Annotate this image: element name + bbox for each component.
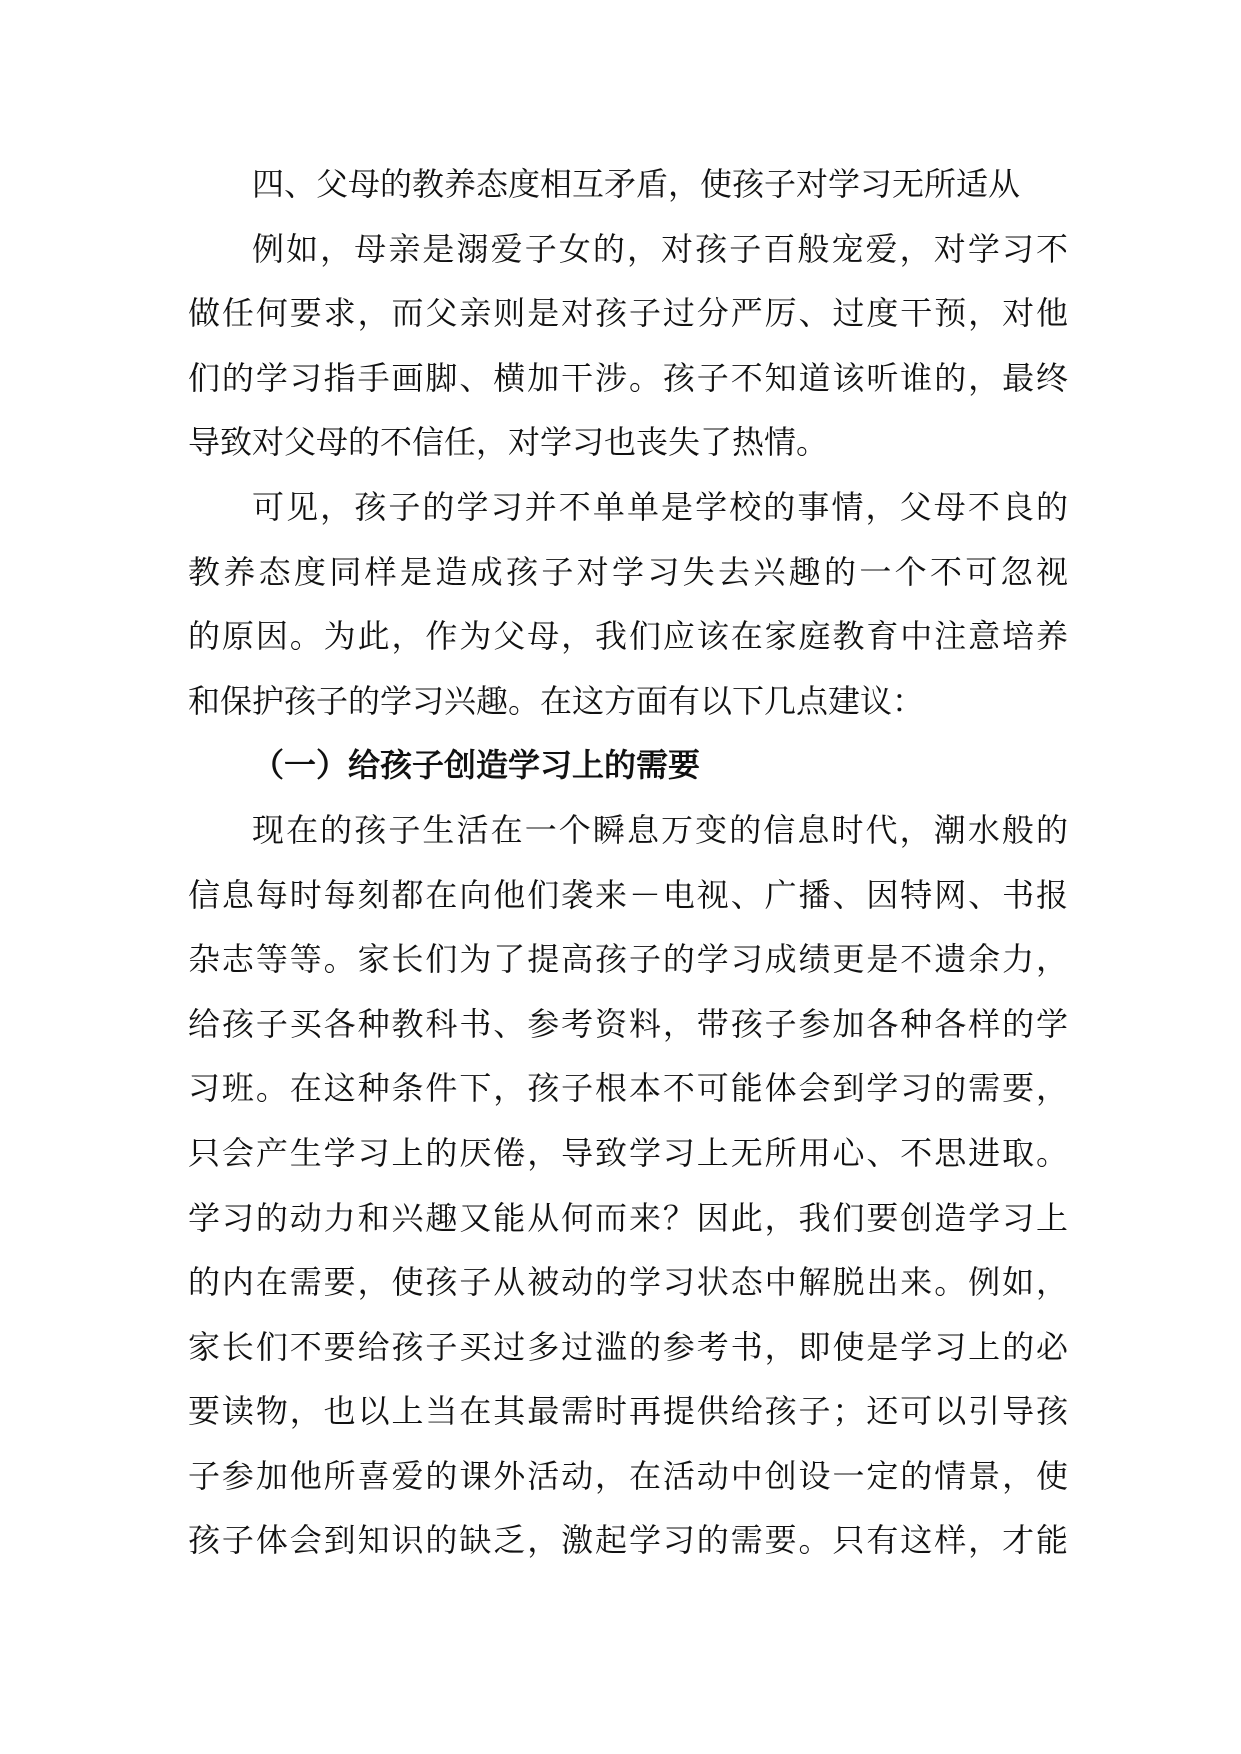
paragraph-1-line-4: 导致对父母的不信任，对学习也丧失了热情。 (188, 423, 829, 462)
paragraph-3-line-4: 给孩子买各种教科书、参考资料，带孩子参加各种各样的学 (188, 1004, 1068, 1043)
paragraph-3-line-12: 孩子体会到知识的缺乏，激起学习的需要。只有这样，才能 (188, 1521, 1068, 1560)
paragraph-3-line-11: 子参加他所喜爱的课外活动，在活动中创设一定的情景，使 (188, 1456, 1068, 1495)
paragraph-2-line-3: 的原因。为此，作为父母，我们应该在家庭教育中注意培养 (188, 617, 1068, 656)
paragraph-3-line-2: 信息每时每刻都在向他们袭来－电视、广播、因特网、书报 (188, 875, 1068, 914)
paragraph-2-line-2: 教养态度同样是造成孩子对学习失去兴趣的一个不可忽视 (188, 552, 1068, 591)
paragraph-3-line-9: 家长们不要给孩子买过多过滥的参考书，即使是学习上的必 (188, 1327, 1068, 1366)
paragraph-3-line-8: 的内在需要，使孩子从被动的学习状态中解脱出来。例如， (188, 1263, 1068, 1302)
document-body (188, 152, 1068, 1573)
paragraph-1-line-3: 们的学习指手画脚、横加干涉。孩子不知道该听谁的，最终 (188, 358, 1068, 397)
paragraph-2-line-4: 和保护孩子的学习兴趣。在这方面有以下几点建议： (188, 681, 925, 720)
paragraph-3-line-7: 学习的动力和兴趣又能从何而来？因此，我们要创造学习上 (188, 1198, 1068, 1237)
paragraph-3-line-1: 现在的孩子生活在一个瞬息万变的信息时代，潮水般的 (252, 810, 1068, 849)
paragraph-3-line-5: 习班。在这种条件下，孩子根本不可能体会到学习的需要， (188, 1069, 1068, 1108)
paragraph-1-line-2: 做任何要求，而父亲则是对孩子过分严厉、过度干预，对他 (188, 294, 1068, 333)
subheading: （一）给孩子创造学习上的需要 (252, 746, 701, 785)
paragraph-1-line-1: 例如，母亲是溺爱子女的，对孩子百般宠爱，对学习不 (252, 229, 1068, 268)
section-title: 四、父母的教养态度相互矛盾，使孩子对学习无所适从 (252, 165, 1021, 203)
paragraph-2-line-1: 可见，孩子的学习并不单单是学校的事情，父母不良的 (252, 487, 1068, 526)
paragraph-3-line-10: 要读物，也以上当在其最需时再提供给孩子；还可以引导孩 (188, 1392, 1068, 1431)
paragraph-3-line-3: 杂志等等。家长们为了提高孩子的学习成绩更是不遗余力， (188, 940, 1068, 979)
paragraph-3-line-6: 只会产生学习上的厌倦，导致学习上无所用心、不思进取。 (188, 1133, 1068, 1172)
